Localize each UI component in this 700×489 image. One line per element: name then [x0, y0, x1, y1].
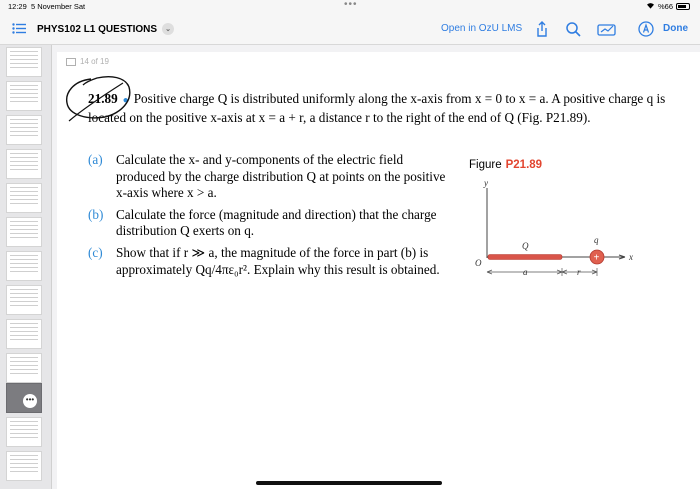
- problem-intro: Positive charge Q is distributed uniformly along the x-axis from x = 0 to x = a. A positive charge q is located on the positive x-axis at x = a + r, a distance r to the right of the end of Q (Fig. P21.89).: [88, 91, 666, 125]
- page-thumbnail[interactable]: [6, 183, 42, 213]
- figure-title: Figure P21.89: [469, 159, 543, 171]
- problem-statement: [88, 91, 668, 126]
- page-thumbnail[interactable]: [6, 353, 42, 383]
- page-thumbnail[interactable]: [6, 319, 42, 349]
- page-thumbnail[interactable]: [6, 285, 42, 315]
- dimension-r-label: r: [577, 267, 581, 277]
- status-right: [646, 2, 690, 11]
- x-axis-label: x: [629, 252, 633, 262]
- origin-label: O: [475, 258, 482, 268]
- problem-number: 21.89: [88, 91, 118, 106]
- page-thumbnail[interactable]: [6, 47, 42, 77]
- share-icon[interactable]: [533, 20, 551, 38]
- page-thumbnail[interactable]: [6, 115, 42, 145]
- rod-charge-label: Q: [522, 241, 529, 251]
- part-c: (c) Show that if r ≫ a, the magnitude of the force in part (b) is approximately Qq/4πε₀r². Explain why this result is obtained.: [88, 244, 440, 277]
- status-bar: [0, 0, 700, 13]
- battery-percent: %66: [657, 2, 673, 11]
- pen-icon[interactable]: [637, 20, 655, 38]
- document-title[interactable]: PHYS102 L1 QUESTIONS ⌄: [37, 23, 174, 35]
- page-thumbnail[interactable]: [6, 417, 42, 447]
- y-axis-label: y: [484, 180, 488, 188]
- page-thumbnail[interactable]: [6, 217, 42, 247]
- document-page[interactable]: [57, 52, 700, 489]
- wifi-icon: [646, 2, 655, 11]
- markup-icon[interactable]: [597, 20, 615, 38]
- done-button[interactable]: Done: [663, 23, 688, 34]
- multitask-dots[interactable]: •••: [344, 0, 358, 10]
- part-b: (b) Calculate the force (magnitude and direction) that the charge distribution Q exerts on q.: [88, 206, 437, 239]
- page-counter: 14 of 19: [66, 57, 109, 66]
- figure-number: P21.89: [505, 159, 543, 171]
- bullet-icon: ●: [122, 95, 129, 106]
- page-thumbnail[interactable]: [6, 251, 42, 281]
- search-icon[interactable]: [564, 20, 582, 38]
- problem-parts: [88, 152, 448, 283]
- figure-diagram: [469, 180, 649, 290]
- page-icon: [66, 58, 76, 66]
- page-thumbnail-selected[interactable]: [6, 383, 42, 413]
- app-toolbar: [0, 13, 700, 45]
- battery-icon: [676, 3, 690, 10]
- charged-rod: [488, 255, 562, 260]
- status-time: 12:29 5 November Sat: [8, 2, 86, 11]
- open-in-lms-button[interactable]: Open in OzU LMS: [441, 23, 523, 34]
- page-thumbnail[interactable]: [6, 149, 42, 179]
- page-thumbnail[interactable]: [6, 81, 42, 111]
- page-thumbnail[interactable]: [6, 451, 42, 481]
- chevron-down-icon[interactable]: ⌄: [162, 23, 174, 35]
- thumbnail-sidebar[interactable]: [0, 45, 52, 489]
- part-a: (a) Calculate the x- and y-components of the electric field produced by the charge distribution Q at points on the positive x-axis where x > a.: [88, 152, 446, 201]
- home-indicator[interactable]: [256, 481, 442, 485]
- plus-sign: +: [593, 252, 600, 264]
- dimension-a-label: a: [523, 267, 528, 277]
- point-charge-label: q: [594, 235, 599, 245]
- more-icon[interactable]: •••: [23, 394, 37, 408]
- list-icon[interactable]: [12, 23, 26, 35]
